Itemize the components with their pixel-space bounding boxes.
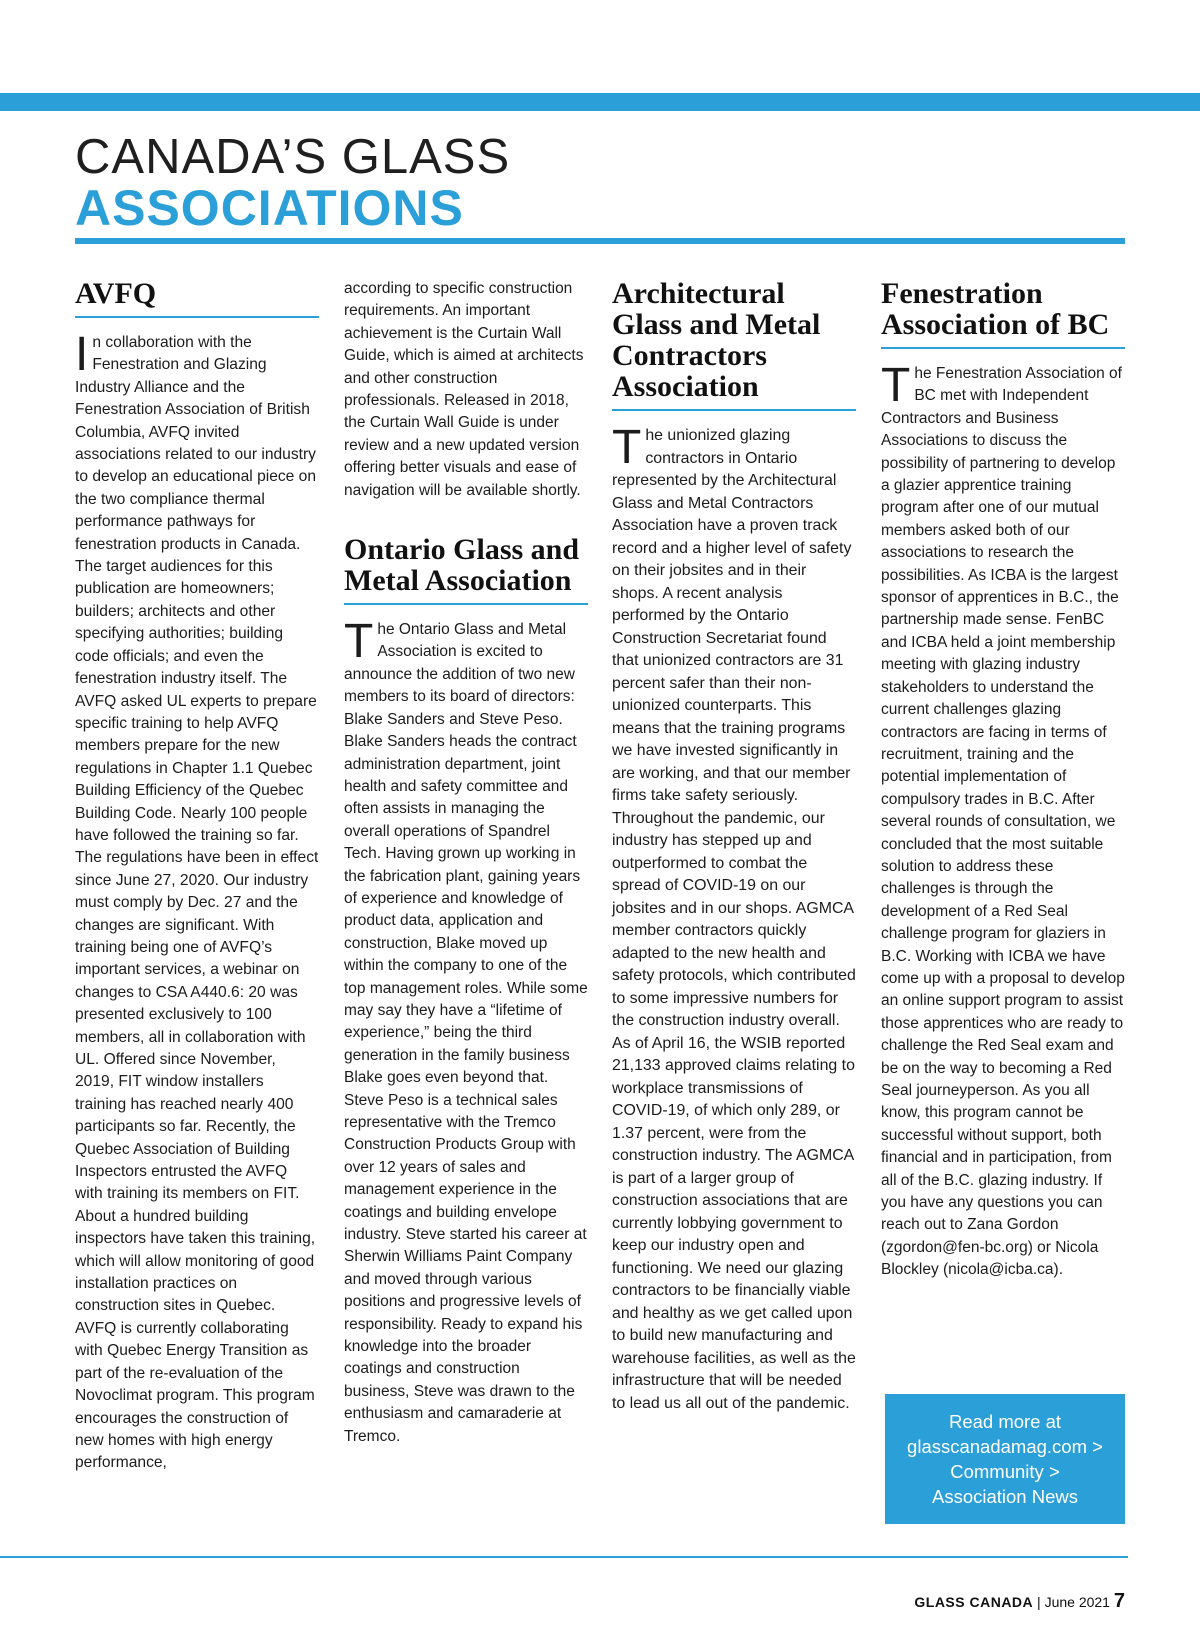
agmca-body xyxy=(612,421,856,1415)
magazine-name: GLASS CANADA xyxy=(914,1594,1034,1610)
fenbc-heading-rule xyxy=(881,347,1125,349)
ogma-heading-rule xyxy=(344,603,588,605)
fenbc-heading: Fenestration Association of BC xyxy=(881,277,1110,341)
fenbc-text: he Fenestration Association of BC met with Independent Contractors and Business Associations to discuss the possibility of partnering to develop a glazier apprentice training program after one of our mutual members asked both of our associations to research the possibilities. As ICBA is the largest sponsor of apprentices in B.C., the partnership made sense. FenBC and ICBA held a joint membership meeting with glazing industry stakeholders to understand the current challenges glazing contractors are facing in terms of recruitment, training and the potential implementation of compulsory trades in B.C. After several rounds of consultation, we concluded that the most suitable solution to address these challenges is through the development of a Red Seal challenge program for glaziers in B.C. Working with ICBA we have come up with a proposal to develop an online support program to assist those apprentices who are ready to challenge the Red Seal exam and be on the way to becoming a Red Seal journeyperson. As you all know, this program cannot be successful without support, both financial and in participation, from all of the B.C. glazing industry. If you have any questions you can reach out to Zana Gordon (zgordon@fen-bc.org) or Nicola Blockley (nicola@icba.ca). xyxy=(881,365,1125,1279)
column-4 xyxy=(881,278,1125,1282)
ogma-dropcap: T xyxy=(344,615,374,669)
top-accent-bar xyxy=(0,93,1200,111)
agmca-text: he unionized glazing contractors in Ontario represented by the Architectural Glass and Metal Contractors Association have a proven track record and a higher level of safety on their jobsites and in their shops. A recent analysis performed by the Ontario Construction Secretariat found that unionized contractors are 31 percent safer than their non-unionized counterparts. This means that the training programs we have invested significantly in are working, and that our member firms take safety seriously. Throughout the pandemic, our industry has stepped up and outperformed to combat the spread of COVID-19 on our jobsites and in our shops. AGMCA member contractors quickly adapted to the new health and safety protocols, which contributed to some impressive numbers for the construction industry overall. As of April 16, the WSIB reported 21,133 approved claims relating to workplace transmissions of COVID-19, of which only 289, or 1.37 percent, were from the construction industry. The AGMCA is part of a larger group of construction associations that are currently lobbying government to keep our industry open and functioning. We need our glazing contractors to be financially viable and healthy as we get called upon to build new manufacturing and warehouse facilities, as well as the infrastructure that will be needed to lead us all out of the pandemic. xyxy=(612,427,856,1412)
issue-date: June 2021 xyxy=(1044,1594,1110,1610)
fenbc-dropcap: T xyxy=(881,359,911,412)
masthead xyxy=(75,130,1125,236)
page-number: 7 xyxy=(1113,1590,1125,1612)
page-footer xyxy=(914,1590,1125,1613)
read-more-box[interactable] xyxy=(885,1394,1125,1524)
page-title-line2: ASSOCIATIONS xyxy=(75,180,464,236)
avfq-heading-rule xyxy=(75,316,319,318)
read-more-line4: Association News xyxy=(931,1486,1078,1507)
avfq-body xyxy=(75,328,319,1475)
title-divider xyxy=(75,238,1125,244)
column-1 xyxy=(75,278,319,1475)
read-more-link[interactable]: glasscanadamag.com > xyxy=(907,1436,1103,1457)
agmca-heading: Architectural Glass and Metal Contractors Association xyxy=(612,277,821,403)
column-3 xyxy=(612,278,856,1415)
avfq-dropcap: I xyxy=(75,328,89,381)
agmca-heading-rule xyxy=(612,409,856,411)
agmca-dropcap: T xyxy=(612,421,642,474)
ogma-heading: Ontario Glass and Metal Association xyxy=(344,533,580,598)
avfq-text: n collaboration with the Fenestration and Glazing Industry Alliance and the Fenestration Association of British Columbia, AVFQ invited associations related to our industry to develop an educational piece on the two compliance thermal performance pathways for fenestration products in Canada. The target audiences for this publication are homeowners; builders; architects and other specifying authorities; building code officials; and even the fenestration industry itself. The AVFQ asked UL experts to prepare specific training to help AVFQ members prepare for the new regulations in Chapter 1.1 Quebec Building Efficiency of the Quebec Building Code. Nearly 100 people have followed the training so far. The regulations have been in effect since June 27, 2020. Our industry must comply by Dec. 27 and the changes are significant. With training being one of AVFQ’s important services, a webinar on changes to CSA A440.6: 20 was presented exclusively to 100 members, all in collaboration with UL. Offered since November, 2019, FIT window installers training has reached nearly 400 participants so far. Recently, the Quebec Association of Building Inspectors entrusted the AVFQ with training its members on FIT. About a hundred building inspectors have taken this training, which will allow monitoring of good installation practices on construction sites in Quebec. AVFQ is currently collaborating with Quebec Energy Transition as part of the re-evaluation of the Novoclimat program. This program encourages the construction of new homes with high energy performance, xyxy=(75,334,319,1472)
column-2 xyxy=(344,278,588,1448)
ogma-body xyxy=(344,615,588,1448)
ogma-text: he Ontario Glass and Metal Association is excited to announce the addition of two new members to its board of directors: Blake Sanders and Steve Peso. Blake Sanders heads the contract administration department, joint health and safety committee and often assists in managing the overall operations of Spandrel Tech. Having grown up working in the fabrication plant, gaining years of experience and knowledge of product data, application and construction, Blake moved up within the company to one of the top management roles. While some may say they have a “lifetime of experience,” being the third generation in the family business Blake goes even beyond that. Steve Peso is a technical sales representative with the Tremco Construction Products Group with over 12 years of sales and management experience in the coatings and building envelope industry. Steve started his career at Sherwin Williams Paint Company and moved through various positions and progressive levels of responsibility. Ready to expand his knowledge into the broader coatings and construction business, Steve was drawn to the enthusiasm and camaraderie at Tremco. xyxy=(344,621,588,1445)
footer-separator: | xyxy=(1037,1594,1041,1610)
page-title-line1: CANADA’S GLASS xyxy=(75,130,511,184)
avfq-body-continued: according to specific construction requirements. An important achievement is the Curtain Wall Guide, which is aimed at architects and other construction professionals. Released in 2018, the Curtain Wall Guide is under review and a new updated version offering better visuals and ease of navigation will be available shortly. xyxy=(344,280,584,499)
avfq-heading: AVFQ xyxy=(75,277,157,310)
footer-divider xyxy=(0,1556,1128,1558)
read-more-line3: Community > xyxy=(950,1461,1060,1482)
fenbc-body xyxy=(881,359,1125,1282)
read-more-line1: Read more at xyxy=(948,1411,1062,1432)
